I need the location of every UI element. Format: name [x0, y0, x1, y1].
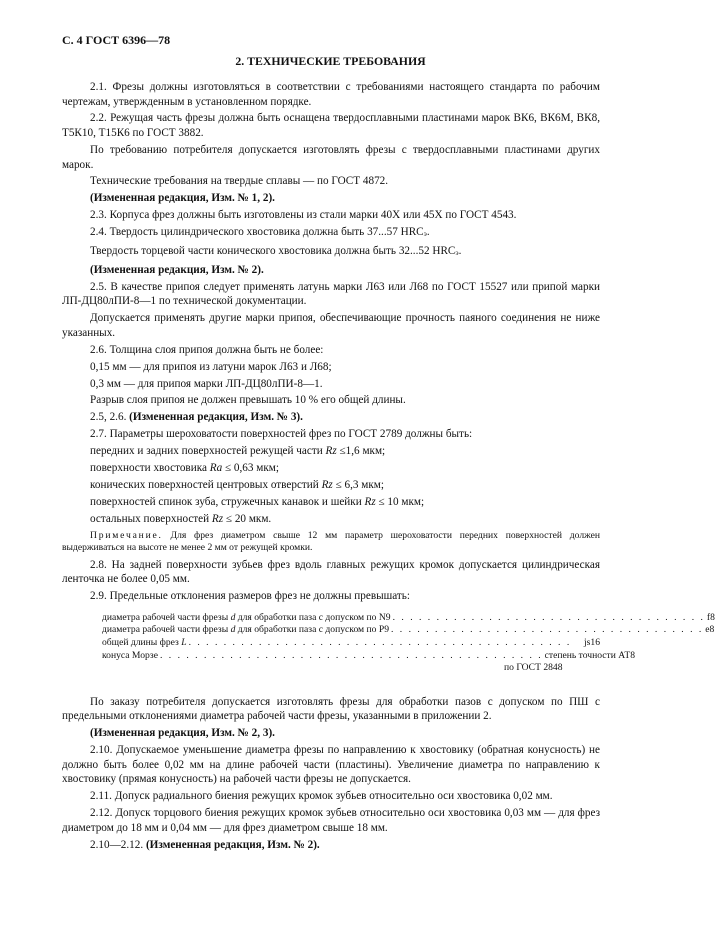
clause-2-12: 2.12. Допуск торцового биения режущих кромок зубьев относительно оси хвостовика 0,03 мм — для фрез диаметром до 18 мм и 0,04 мм — для фрез диаметром свыше 18 мм.	[62, 807, 600, 834]
clause-2-6-gap: Разрыв слоя припоя не должен превышать 10 % его общей длины.	[90, 394, 406, 407]
clause-2-2: 2.2. Режущая часть фрезы должна быть оснащена твердосплавными пластинами марок ВК6, ВК6М, ВК8, Т5К10, Т15К6 по ГОСТ 3882.	[62, 112, 600, 140]
clause-2-4-end: Твердость торцевой части конического хвостовика должна быть 32...52 HRCэ.	[90, 245, 462, 258]
amendment-note-2: (Измененная редакция, Изм. № 2).	[90, 263, 264, 276]
clause-2-5: 2.5. В качестве припоя следует применять латунь марки Л63 или Л68 по ГОСТ 15527 или припой марки ЛП-ДЦ80лПИ-8—1 по технической документации.	[62, 280, 600, 308]
page-header: С. 4 ГОСТ 6396—78	[62, 33, 171, 47]
section-title: 2. ТЕХНИЧЕСКИЕ ТРЕБОВАНИЯ	[235, 54, 426, 68]
order-paragraph: По заказу потребителя допускается изготовлять фрезы для обработки пазов с допуском по ПШ с предельными отклонениями диаметра рабочей части фрезы, указанными в приложении 2.	[62, 695, 600, 723]
amendment-note-1-2: (Измененная редакция, Изм. № 1, 2).	[90, 192, 275, 205]
amendment-note-2-3: (Измененная редакция, Изм. № 2, 3).	[90, 727, 275, 740]
clause-2-6-solder: 0,3 мм — для припоя марки ЛП-ДЦ80лПИ-8—1.	[90, 377, 323, 390]
roughness-tooth-back: поверхностей спинок зуба, стружечных канавок и шейки Rz ≤ 10 мкм;	[90, 495, 425, 508]
clause-2-6-brass: 0,15 мм — для припоя из латуни марок Л63 и Л68;	[90, 360, 332, 373]
document-body	[62, 80, 715, 854]
deviation-row: диаметра рабочей части фрезы d для обработки паза с допуском по N9 . . . . . . . . . . . . . . . . . . . . . . . . . . . . . . . . . . . . f8	[102, 611, 715, 623]
clause-2-4: 2.4. Твердость цилиндрического хвостовика должна быть 37...57 HRCэ.	[90, 226, 430, 239]
clause-2-10: 2.10. Допускаемое уменьшение диаметра фрезы по направлению к хвостовику (обратная конусность) не должно быть более 0,02 мм на длине рабочей части (пластины). Увеличение диаметра по направлению к хвостовику (прямая конусность) на рабочей части фрезы не допускается.	[62, 744, 600, 786]
clause-2-1: 2.1. Фрезы должны изготовляться в соответствии с требованиями настоящего стандарта по рабочим чертежам, утвержденным в установленном порядке.	[62, 81, 600, 108]
deviation-row: общей длины фрез L . . . . . . . . . . . . . . . . . . . . . . . . . . . . . . . . . . . . . . . . . . . . js16	[102, 636, 600, 648]
deviation-row: диаметра рабочей части фрезы d для обработки паза с допуском по Р9 . . . . . . . . . . . . . . . . . . . . . . . . . . . . . . . . . . . . е8	[102, 624, 715, 636]
clause-2-5-extra: Допускается применять другие марки припоя, обеспечивающие прочность паяного соединения не ниже указанных.	[62, 312, 600, 339]
roughness-shank: поверхности хвостовика Ra ≤ 0,63 мкм;	[90, 462, 279, 474]
roughness-front: передних и задних поверхностей режущей части Rz ≤1,6 мкм;	[90, 445, 386, 458]
deviation-row-cont: по ГОСТ 2848	[504, 662, 563, 674]
note: Примечание. Для фрез диаметром свыше 12 мм параметр шероховатости передних поверхностей должен выдерживаться на высоте не менее 2 мм от режущей кромки.	[62, 530, 600, 554]
amendment-note-final: 2.10—2.12. (Измененная редакция, Изм. № 2).	[90, 838, 320, 851]
clause-2-6: 2.6. Толщина слоя припоя должна быть не более:	[90, 343, 324, 356]
deviation-row: конуса Морзе . . . . . . . . . . . . . . . . . . . . . . . . . . . . . . . . . . . . . . . . . . . . степень точности АТ8	[102, 649, 635, 661]
clause-2-11: 2.11. Допуск радиального биения режущих кромок зубьев относительно оси хвостовика 0,02 мм.	[90, 790, 553, 803]
clause-2-7: 2.7. Параметры шероховатости поверхностей фрез по ГОСТ 2789 должны быть:	[90, 428, 473, 441]
roughness-other: остальных поверхностей Rz ≤ 20 мкм.	[90, 512, 272, 525]
clause-2-2-extra: По требованию потребителя допускается изготовлять фрезы с твердосплавными пластинами других марок.	[62, 143, 600, 171]
clause-2-8: 2.8. На задней поверхности зубьев фрез вдоль главных режущих кромок допускается цилиндрическая ленточка не более 0,05 мм.	[62, 558, 600, 586]
clause-2-3: 2.3. Корпуса фрез должны быть изготовлены из стали марки 40Х или 45Х по ГОСТ 4543.	[90, 209, 517, 222]
clause-2-2-hardalloy: Технические требования на твердые сплавы — по ГОСТ 4872.	[90, 175, 389, 188]
amendment-note-3: 2.5, 2.6. (Измененная редакция, Изм. № 3).	[90, 411, 303, 424]
roughness-center-holes: конических поверхностей центровых отверстий Rz ≤ 6,3 мкм;	[90, 478, 384, 491]
deviations-list	[102, 611, 715, 675]
clause-2-9: 2.9. Предельные отклонения размеров фрез не должны превышать:	[90, 590, 411, 603]
